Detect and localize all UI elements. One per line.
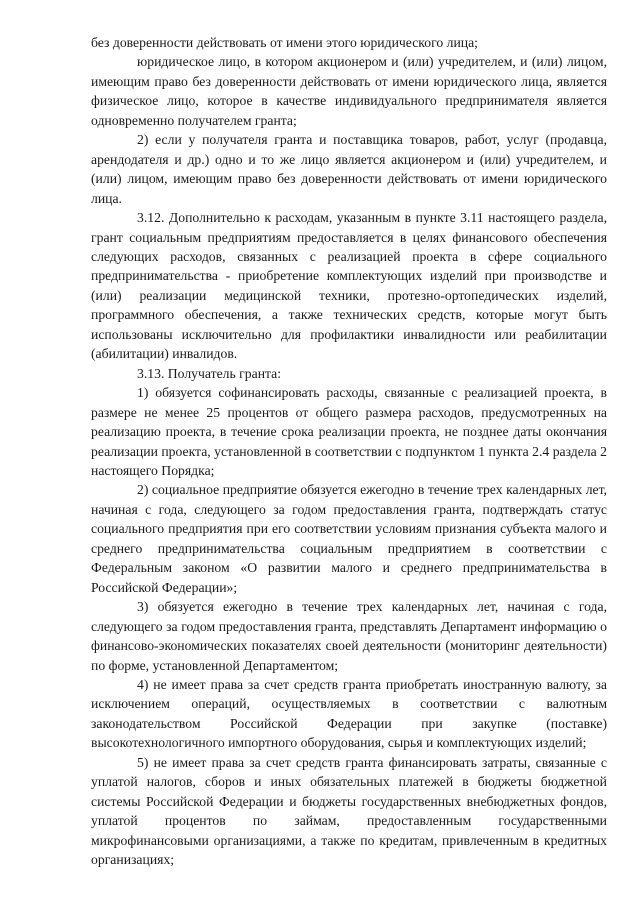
- paragraph-item-2: 2) если у получателя гранта и поставщика товаров, работ, услуг (продавца, арендодателя и др.) одно и то же лицо является акционером и (или) учредителем, и (или) лицом, имеющим право без доверенности действовать от имени юридического лица.: [91, 132, 607, 206]
- paragraph-legal-entity: юридическое лицо, в котором акционером и (или) учредителем, и (или) лицом, имеющим право без доверенности действовать от имени юридического лица, является физическое лицо, которое в качестве индивидуального предпринимателя является одновременно получателем гранта;: [91, 54, 607, 128]
- paragraph-3-13-heading: 3.13. Получатель гранта:: [137, 365, 282, 381]
- paragraph-3-13-item-3: 3) обязуется ежегодно в течение трех календарных лет, начиная с года, следующего за годом предоставления гранта, представлять Департамент информацию о финансово-экономических показателях своей деятельности (мониторинг деятельности) по форме, установленной Департаментом;: [91, 599, 607, 673]
- paragraph-3-12: 3.12. Дополнительно к расходам, указанным в пункте 3.11 настоящего раздела, грант социальным предприятиям предоставляется в целях финансового обеспечения следующих расходов, связанных с реализацией проекта в сфере социального предпринимательства - приобретение комплектующих изделий при производстве и (или) реализации медицинской техники, протезно-ортопедических изделий, программного обеспечения, а также технических средств, которые могут быть использованы исключительно для профилактики инвалидности или реабилитации (абилитации) инвалидов.: [91, 210, 607, 362]
- paragraph-3-13-item-4: 4) не имеет права за счет средств гранта приобретать иностранную валюту, за исключением операций, осуществляемых в соответствии с валютным законодательством Российской Федерации при закупке (поставке) высокотехнологичного импортного оборудования, сырья и комплектующих изделий;: [91, 676, 607, 751]
- paragraph-3-13-item-5: 5) не имеет права за счет средств гранта финансировать затраты, связанные с уплатой налогов, сборов и иных обязательных платежей в бюджеты бюджетной системы Российской Федерации и бюджеты государственных внебюджетных фондов, уплатой процентов по займам, предоставленным государственными микрофинансовыми организациями, а также по кредитам, привлеченным в кредитных организациях;: [91, 754, 607, 868]
- paragraph-3-13-item-1: 1) обязуется софинансировать расходы, связанные с реализацией проекта, в размере не менее 25 процентов от общего размера расходов, предусмотренных на реализацию проекта, в течение срока реализации проекта, не позднее даты окончания реализации проекта, установленной в соответствии с подпунктом 1 пункта 2.4 раздела 2 настоящего Порядка;: [91, 385, 607, 478]
- paragraph-continuation: без доверенности действовать от имени этого юридического лица;: [91, 35, 478, 50]
- paragraph-3-13-item-2: 2) социальное предприятие обязуется ежегодно в течение трех календарных лет, начиная с года, следующего за годом предоставления гранта, подтверждать статус социального предприятия при его соответствии условиям признания субъекта малого и среднего предпринимательства социальным предприятием в соответствии с Федеральным законом «О развитии малого и среднего предпринимательства в Российской Федерации»;: [91, 482, 607, 595]
